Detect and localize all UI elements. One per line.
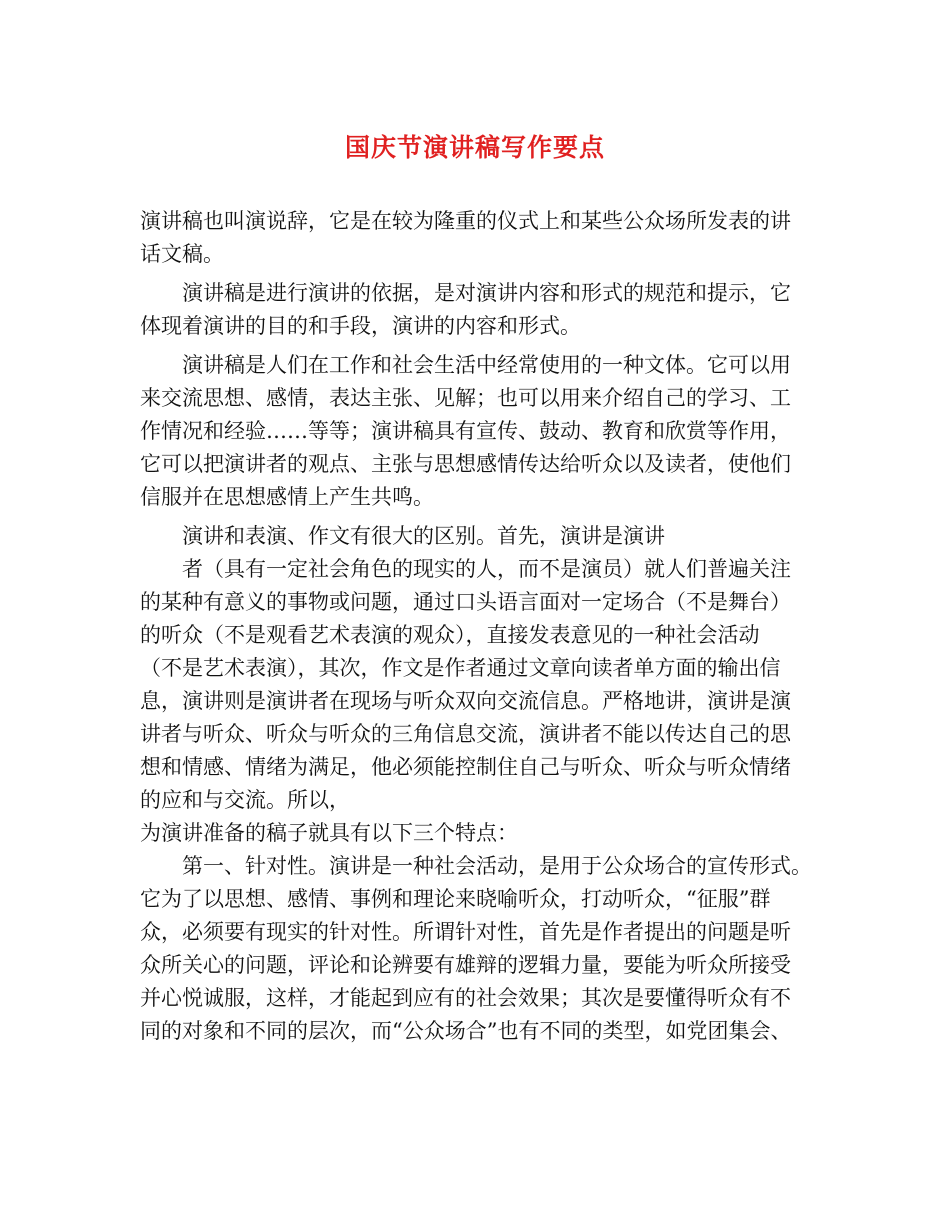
text-line: 的听众（不是观看艺术表演的观众），直接发表意见的一种社会活动 [140,623,760,647]
text-line: 想和情感、情绪为满足，他必须能控制住自己与听众、听众与听众情绪 [140,755,791,779]
text-line: 息，演讲则是演讲者在现场与听众双向交流信息。严格地讲，演讲是演 [140,689,791,713]
text-line: 讲者与听众、听众与听众的三角信息交流，演讲者不能以传达自己的思 [140,722,791,746]
text-line: 演讲稿是人们在工作和社会生活中经常使用的一种文体。它可以用 [182,353,791,377]
text-line: 话文稿。 [140,242,224,266]
text-line: 体现着演讲的目的和手段，演讲的内容和形式。 [140,314,581,338]
text-line: 众，必须要有现实的针对性。所谓针对性，首先是作者提出的问题是听 [140,920,791,944]
text-line: 的应和与交流。所以， [140,788,350,812]
text-line: 为演讲准备的稿子就具有以下三个特点： [140,821,518,845]
text-line: 演讲稿也叫演说辞，它是在较为隆重的仪式上和某些公众场所发表的讲 [140,209,791,233]
text-line: 第一、针对性。演讲是一种社会活动，是用于公众场合的宣传形式。 [182,854,812,878]
text-line: 众所关心的问题，评论和论辨要有雄辩的逻辑力量，要能为听众所接受 [140,953,791,977]
text-line: （不是艺术表演），其次，作文是作者通过文章向读者单方面的输出信 [140,656,781,680]
text-line: 它可以把演讲者的观点、主张与思想感情传达给听众以及读者，使他们 [140,452,791,476]
document-title: 国庆节演讲稿写作要点 [344,133,605,162]
text-line: 同的对象和不同的层次，而“公众场合”也有不同的类型，如党团集会、 [140,1019,792,1043]
text-line: 者（具有一定社会角色的现实的人，而不是演员）就人们普遍关注 [182,557,791,581]
text-line: 它为了以思想、感情、事例和理论来晓喻听众，打动听众，“征服”群 [140,887,771,911]
text-line: 演讲和表演、作文有很大的区别。首先，演讲是演讲 [182,524,665,548]
text-line: 并心悦诚服，这样，才能起到应有的社会效果；其次是要懂得听众有不 [140,986,791,1010]
text-line: 演讲稿是进行演讲的依据，是对演讲内容和形式的规范和提示，它 [182,281,791,305]
text-line: 的某种有意义的事物或问题，通过口头语言面对一定场合（不是舞台） [140,590,791,614]
text-line: 作情况和经验……等等；演讲稿具有宣传、鼓动、教育和欣赏等作用， [140,419,791,443]
document-body [140,205,825,1048]
text-line: 来交流思想、感情，表达主张、见解；也可以用来介绍自己的学习、工 [140,386,791,410]
text-line: 信服并在思想感情上产生共鸣。 [140,485,434,509]
